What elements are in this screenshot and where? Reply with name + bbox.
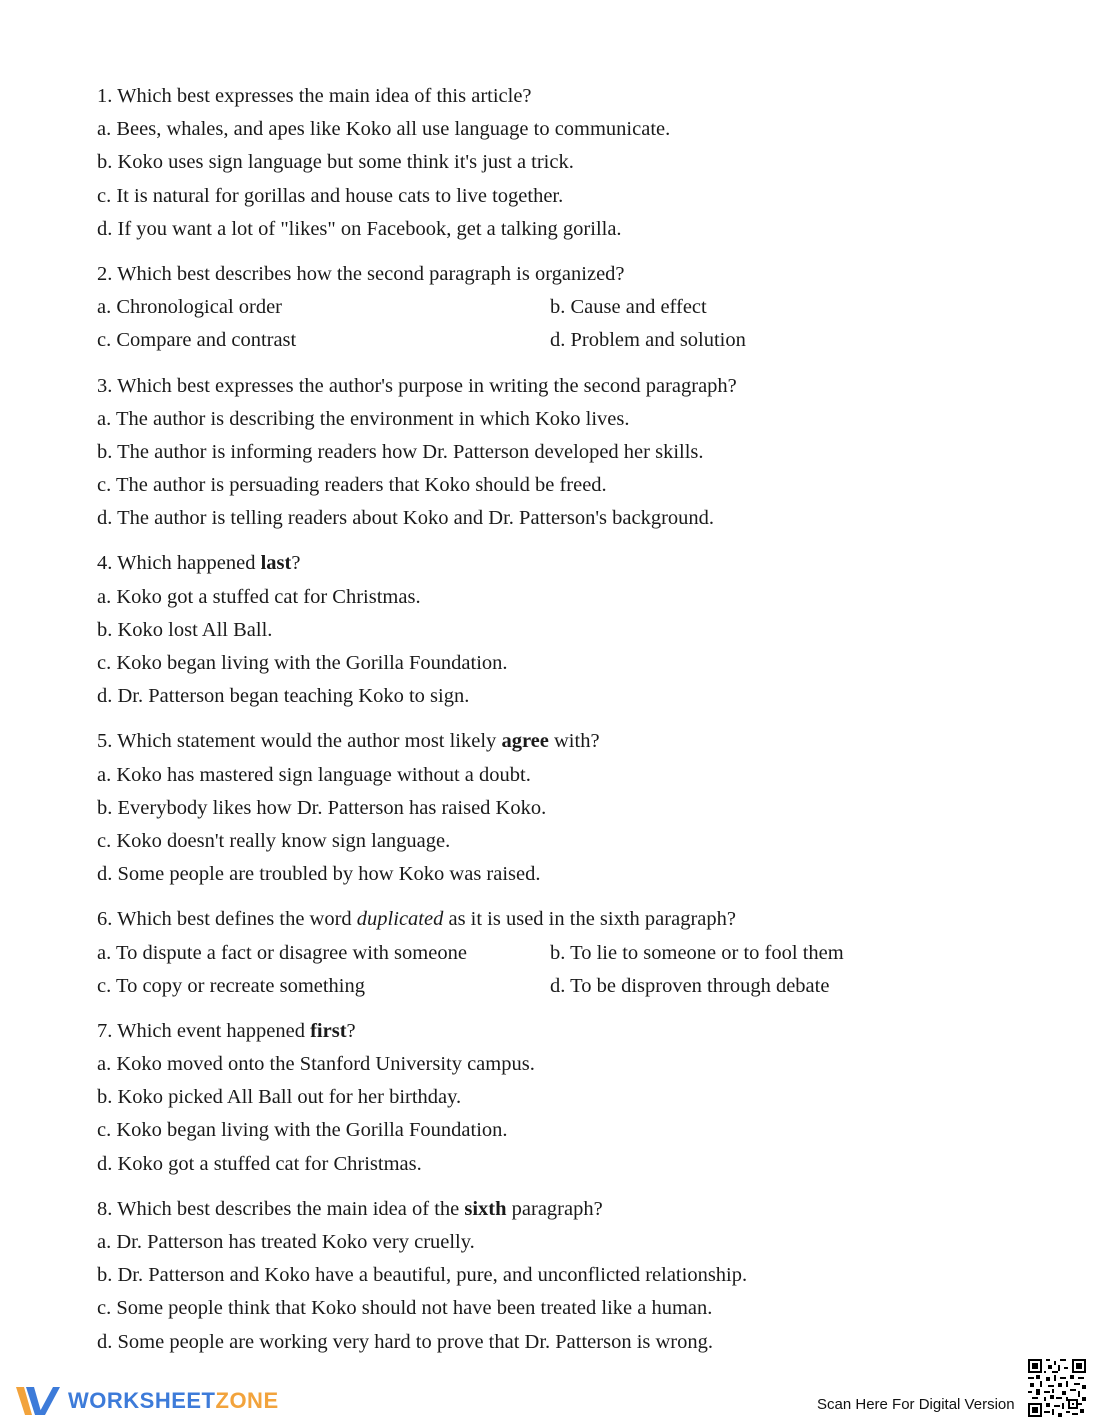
answer-option-b: b. Cause and effect (550, 296, 707, 319)
answer-options (97, 113, 997, 246)
answer-option-a: a. To dispute a fact or disagree with someone (97, 941, 467, 964)
answer-option-a: a. Koko got a stuffed cat for Christmas. (97, 585, 421, 608)
question-3 (97, 370, 997, 536)
answer-option-a: a. Chronological order (97, 296, 283, 319)
question-stem: 6. Which best defines the word duplicated as it is used in the sixth paragraph? (97, 908, 736, 931)
answer-option-d: d. Problem and solution (550, 329, 746, 352)
answer-option-a: a. Bees, whales, and apes like Koko all use language to communicate. (97, 118, 671, 141)
answer-option-c: c. Koko doesn't really know sign language. (97, 829, 451, 852)
answer-option-b: b. The author is informing readers how Dr. Patterson developed her skills. (97, 440, 704, 463)
answer-options (97, 291, 997, 357)
answer-option-c: c. Some people think that Koko should not have been treated like a human. (97, 1297, 713, 1320)
answer-option-d: d. Koko got a stuffed cat for Christmas. (97, 1152, 422, 1175)
answer-options (97, 403, 997, 536)
answer-option-c: c. Compare and contrast (97, 329, 297, 352)
question-stem: 8. Which best describes the main idea of the sixth paragraph? (97, 1197, 603, 1220)
answer-option-d: d. Some people are working very hard to prove that Dr. Patterson is wrong. (97, 1330, 714, 1353)
answer-option-c: c. To copy or recreate something (97, 974, 366, 997)
emphasized-word: last (260, 552, 292, 575)
worksheet (97, 80, 997, 1371)
logo-w-icon (14, 1383, 62, 1419)
answer-options (97, 759, 997, 892)
answer-option-a: a. Koko has mastered sign language without a doubt. (97, 763, 531, 786)
answer-option-d: d. If you want a lot of "likes" on Facebook, get a talking gorilla. (97, 217, 622, 240)
answer-options (97, 581, 997, 714)
answer-option-c: c. The author is persuading readers that Koko should be freed. (97, 474, 607, 497)
answer-option-a: a. The author is describing the environment in which Koko lives. (97, 407, 630, 430)
question-7 (97, 1015, 997, 1181)
question-2 (97, 258, 997, 358)
qr-code-icon[interactable] (1028, 1359, 1086, 1417)
answer-options (97, 937, 997, 1003)
logo-wordmark: WORKSHEETZONE (68, 1388, 279, 1413)
answer-option-b: b. Everybody likes how Dr. Patterson has raised Koko. (97, 796, 547, 819)
emphasized-word: agree (501, 730, 549, 753)
answer-option-b: b. Koko picked All Ball out for her birthday. (97, 1086, 462, 1109)
emphasized-word: first (310, 1019, 347, 1042)
answer-option-b: b. Dr. Patterson and Koko have a beautiful, pure, and unconflicted relationship. (97, 1264, 748, 1287)
question-stem: 1. Which best expresses the main idea of this article? (97, 85, 532, 107)
answer-options (97, 1226, 997, 1359)
question-4 (97, 547, 997, 713)
answer-option-c: c. Koko began living with the Gorilla Foundation. (97, 1119, 508, 1142)
scan-caption: Scan Here For Digital Version (817, 1396, 1015, 1413)
question-stem: 2. Which best describes how the second paragraph is organized? (97, 262, 625, 285)
question-stem: 5. Which statement would the author most likely agree with? (97, 730, 600, 753)
question-8 (97, 1193, 997, 1359)
answer-option-c: c. It is natural for gorillas and house cats to live together. (97, 184, 564, 207)
answer-option-b: b. Koko lost All Ball. (97, 618, 273, 641)
answer-option-b: b. To lie to someone or to fool them (550, 941, 844, 964)
answer-option-d: d. To be disproven through debate (550, 974, 830, 997)
worksheetzone-logo[interactable] (14, 1383, 279, 1419)
emphasized-word: sixth (464, 1197, 507, 1220)
emphasized-word: duplicated (356, 908, 444, 931)
answer-options (97, 1048, 997, 1181)
question-6 (97, 903, 997, 1003)
answer-option-a: a. Koko moved onto the Stanford University campus. (97, 1053, 535, 1076)
question-stem: 4. Which happened last? (97, 552, 301, 575)
answer-option-a: a. Dr. Patterson has treated Koko very cruelly. (97, 1231, 475, 1253)
answer-option-d: d. The author is telling readers about Koko and Dr. Patterson's background. (97, 507, 715, 530)
question-1 (97, 80, 997, 246)
answer-option-c: c. Koko began living with the Gorilla Foundation. (97, 652, 508, 674)
question-5 (97, 725, 997, 891)
question-stem: 7. Which event happened first? (97, 1019, 356, 1042)
answer-option-b: b. Koko uses sign language but some think it's just a trick. (97, 151, 574, 174)
answer-option-d: d. Dr. Patterson began teaching Koko to sign. (97, 685, 470, 708)
answer-option-d: d. Some people are troubled by how Koko was raised. (97, 863, 541, 886)
question-stem: 3. Which best expresses the author's purpose in writing the second paragraph? (97, 374, 737, 397)
